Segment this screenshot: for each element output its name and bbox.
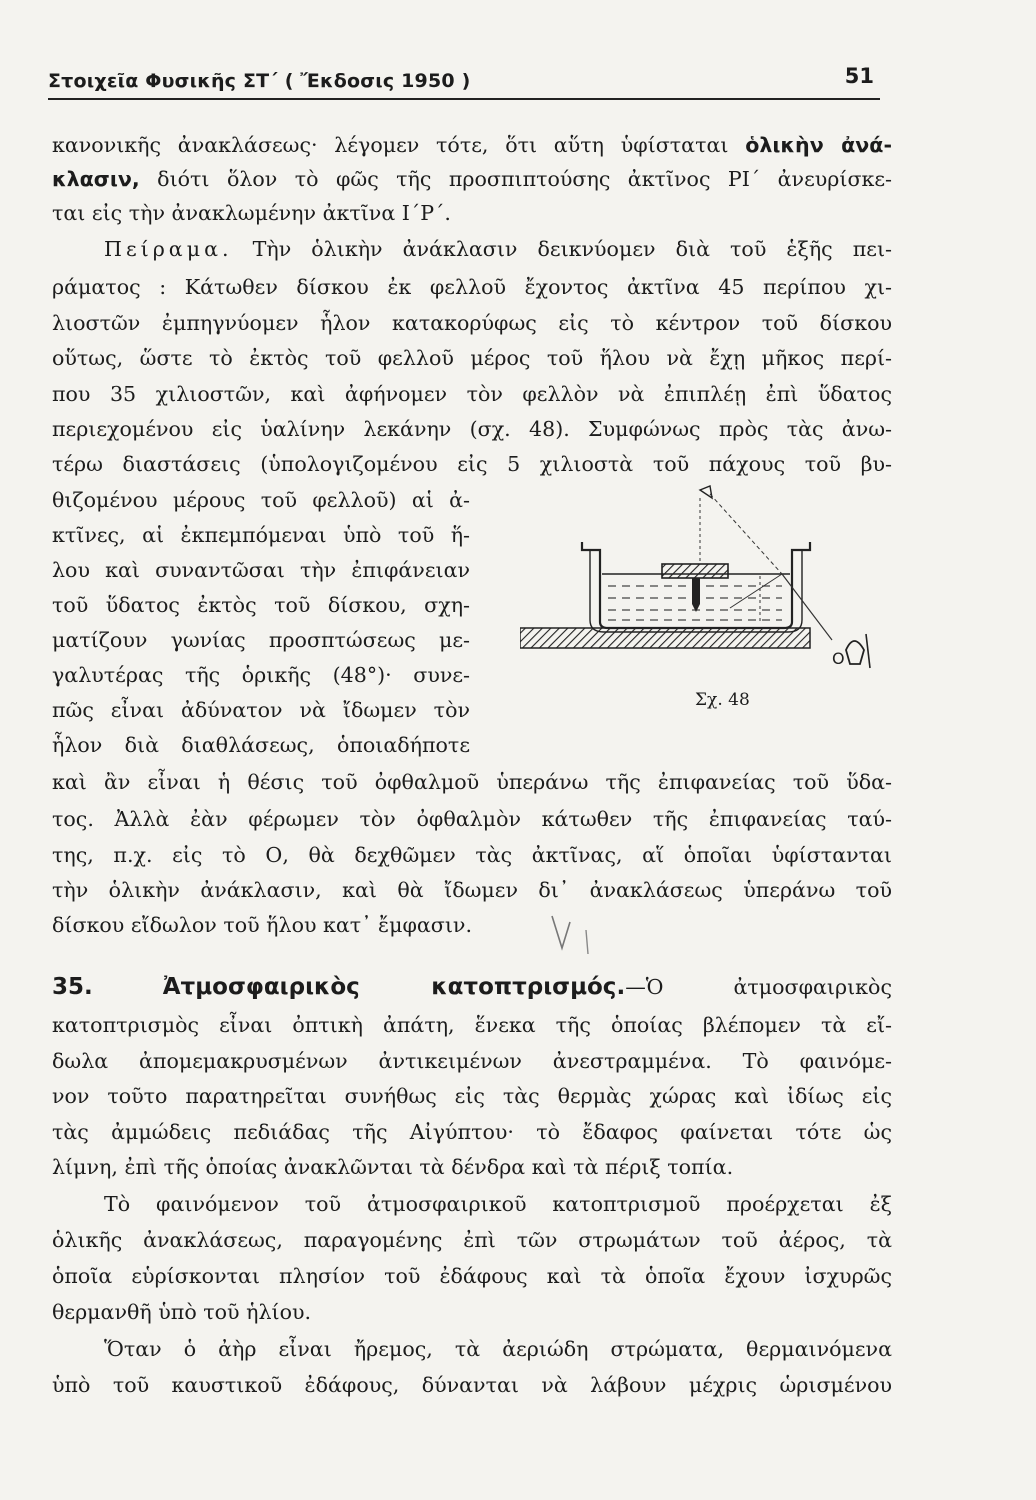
- text-line: θιζομένου μέρους τοῦ φελλοῦ) αἱ ἀ-: [52, 488, 470, 512]
- text-line: λου καὶ συναντῶσαι τὴν ἐπιφάνειαν: [52, 558, 470, 582]
- text-line: ται εἰς τὴν ἀνακλωμένην ἀκτῖνα Ι΄Ρ΄.: [52, 201, 451, 225]
- eye-icon: [846, 641, 864, 664]
- text-line: ράματος : Κάτωθεν δίσκου ἐκ φελλοῦ ἔχοντος ἀκτῖνα 45 περίπου χι-: [52, 275, 892, 299]
- incident-ray: [710, 494, 782, 574]
- text-line: λίμνη, ἐπὶ τῆς ὁποίας ἀνακλῶνται τὰ δένδρα καὶ τὰ πέριξ τοπία.: [52, 1155, 734, 1179]
- eye-label: O: [832, 649, 845, 668]
- section-number: 35.: [52, 974, 93, 1000]
- text-line: της, π.χ. εἰς τὸ Ο, θὰ δεχθῶμεν τὰς ἀκτῖνας, αἵ ὁποῖαι ὑφίστανται: [52, 843, 892, 867]
- light-source: [700, 486, 712, 498]
- text-line: λιοστῶν ἐμπηγνύομεν ἧλον κατακορύφως εἰς τὸ κέντρον τοῦ δίσκου: [52, 311, 892, 335]
- text-line: κανονικῆς ἀνακλάσεως· λέγομεν τότε, ὅτι αὕτη ὑφίσταται ὁλικὴν ἀνά-: [52, 133, 892, 157]
- text-line: Πείραμα. Τὴν ὁλικὴν ἀνάκλασιν δεικνύομεν διὰ τοῦ ἑξῆς πει-: [104, 237, 892, 261]
- table-surface: [520, 628, 810, 648]
- running-header: [48, 64, 880, 100]
- text-line: γαλυτέρας τῆς ὁρικῆς (48°)· συνε-: [52, 663, 470, 687]
- text-line: οὕτως, ὥστε τὸ ἐκτὸς τοῦ φελλοῦ μέρος τοῦ ἥλου νὰ ἔχῃ μῆκος περί-: [52, 346, 892, 370]
- section-title: Ἀτμοσφαιρικὸς κατοπτρισμός.: [162, 974, 626, 1000]
- text-line: κτῖνες, αἱ ἐκπεμπόμεναι ὑπὸ τοῦ ἥ-: [52, 523, 470, 547]
- figure-48: [520, 480, 890, 720]
- figure-caption: Σχ. 48: [695, 690, 750, 710]
- text-line: που 35 χιλιοστῶν, καὶ ἀφήνομεν τὸν φελλὸν νὰ ἐπιπλέῃ ἐπὶ ὕδατος: [52, 382, 892, 406]
- text-line: τος. Ἀλλὰ ἐὰν φέρωμεν τὸν ὀφθαλμὸν κάτωθεν τῆς ἐπιφανείας ταύ-: [52, 807, 892, 831]
- section-heading-line: 35. Ἀτμοσφαιρικὸς κατοπτρισμός.—Ὁ ἀτμοσφαιρικὸς: [52, 974, 892, 1000]
- experiment-label: Πείραμα.: [104, 237, 233, 261]
- text-line: νον τοῦτο παρατηρεῖται συνήθως εἰς τὰς θερμὰς χώρας καὶ ἰδίως εἰς: [52, 1084, 892, 1108]
- text-line: Τὸ φαινόμενον τοῦ ἀτμοσφαιρικοῦ κατοπτρισμοῦ προέρχεται ἐξ: [104, 1192, 892, 1216]
- text-line: περιεχομένου εἰς ὑαλίνην λεκάνην (σχ. 48). Συμφώνως πρὸς τὰς ἀνω-: [52, 417, 892, 441]
- total-reflection-diagram: [520, 480, 890, 690]
- text-line: δίσκου εἴδωλον τοῦ ἥλου κατ᾽ ἔμφασιν.: [52, 913, 472, 937]
- text-line: ἧλον διὰ διαθλάσεως, ὁποιαδήποτε: [52, 733, 470, 757]
- text-line: ματίζουν γωνίας προσπτώσεως με-: [52, 628, 470, 652]
- bold-term: ὁλικὴν ἀνά-: [745, 133, 892, 157]
- ray-under-surface: [730, 574, 782, 608]
- text-line: καὶ ἂν εἶναι ἡ θέσις τοῦ ὀφθαλμοῦ ὑπεράνω τῆς ἐπιφανείας τοῦ ὕδα-: [52, 770, 892, 794]
- cork-disc: [662, 564, 728, 578]
- text-line: τοῦ ὕδατος ἐκτὸς τοῦ δίσκου, σχη-: [52, 593, 470, 617]
- text-line: ὑπὸ τοῦ καυστικοῦ ἐδάφους, δύνανται νὰ λάβουν μέχρις ὡρισμένου: [52, 1373, 892, 1397]
- nail: [692, 578, 700, 612]
- text-line: Ὅταν ὁ ἀὴρ εἶναι ἤρεμος, τὰ ἀεριώδη στρώματα, θερμαινόμενα: [104, 1337, 892, 1361]
- bold-term: κλασιν,: [52, 167, 140, 191]
- page-number: 51: [844, 64, 874, 88]
- text-line: θερμανθῆ ὑπὸ τοῦ ἡλίου.: [52, 1300, 312, 1324]
- text-line: δωλα ἀπομεμακρυσμένων ἀντικειμένων ἀνεστραμμένα. Τὸ φαινόμε-: [52, 1049, 892, 1073]
- text-line: πῶς εἶναι ἀδύνατον νὰ ἴδωμεν τὸν: [52, 698, 470, 722]
- text-line: τὰς ἀμμώδεις πεδιάδας τῆς Αἰγύπτου· τὸ ἔδαφος φαίνεται τότε ὡς: [52, 1120, 892, 1144]
- header-title: Στοιχεῖα Φυσικῆς ΣΤ΄ ( Ἔκδοσις 1950 ): [48, 70, 471, 92]
- text-line: κατοπτρισμὸς εἶναι ὀπτικὴ ἀπάτη, ἕνεκα τῆς ὁποίας βλέπομεν τὰ εἴ-: [52, 1013, 892, 1037]
- pencil-checkmark-icon: [548, 904, 608, 964]
- text-line: ὁποῖα εὑρίσκονται πλησίον τοῦ ἐδάφους καὶ τὰ ὁποῖα ἔχουν ἰσχυρῶς: [52, 1264, 892, 1288]
- text-line: τέρω διαστάσεις (ὑπολογιζομένου εἰς 5 χιλιοστὰ τοῦ πάχους τοῦ βυ-: [52, 452, 892, 476]
- text-line: ὁλικῆς ἀνακλάσεως, παραγομένης ἐπὶ τῶν στρωμάτων τοῦ ἀέρος, τὰ: [52, 1228, 892, 1252]
- text-line: κλασιν, διότι ὅλον τὸ φῶς τῆς προσπιπτούσης ἀκτῖνος ΡΙ΄ ἀνευρίσκε-: [52, 167, 892, 191]
- text-line: τὴν ὁλικὴν ἀνάκλασιν, καὶ θὰ ἴδωμεν δι᾽ ἀνακλάσεως ὑπεράνω τοῦ: [52, 878, 892, 902]
